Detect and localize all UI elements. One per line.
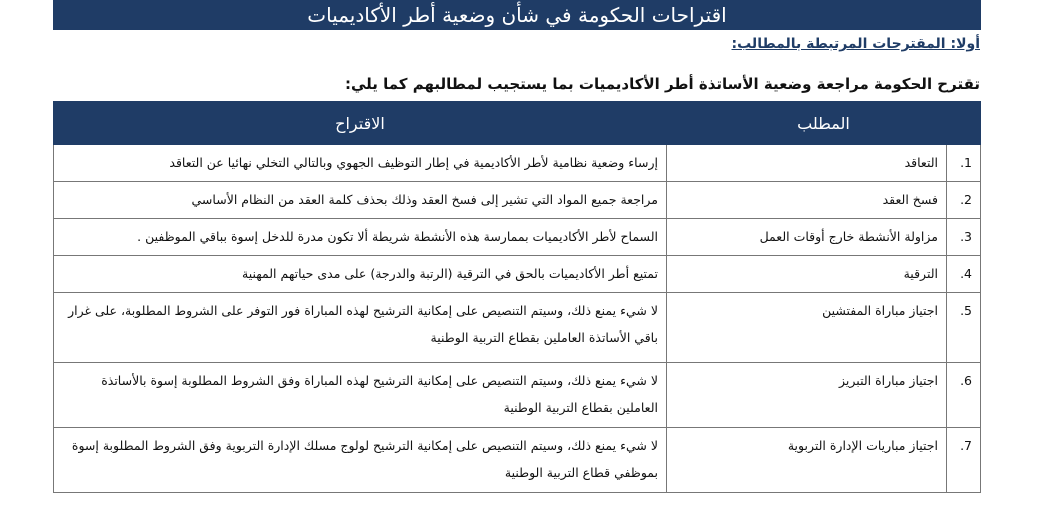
table-row — [54, 293, 981, 363]
row-proposal: لا شيء يمنع ذلك، وسيتم التنصيص على إمكانية الترشيح لهذه المباراة وفق الشروط المطلوبة إسوة بالأساتذة العاملين بقطاع التربية الوطنية — [54, 363, 667, 428]
row-demand: التعاقد — [666, 145, 946, 182]
table-row — [54, 428, 981, 493]
row-proposal: لا شيء يمنع ذلك، وسيتم التنصيص على إمكانية الترشيح لهذه المباراة فور التوفر على الشروط المطلوبة، على غرار باقي الأساتذة العاملين بقطاع التربية الوطنية — [54, 293, 667, 363]
row-number: 2. — [947, 182, 981, 219]
table-row — [54, 182, 981, 219]
row-number: 4. — [947, 256, 981, 293]
row-demand: مزاولة الأنشطة خارج أوقات العمل — [666, 219, 946, 256]
row-demand: اجتياز مباراة المفتشين — [666, 293, 946, 363]
row-number: 6. — [947, 363, 981, 428]
intro-paragraph: تقترح الحكومة مراجعة وضعية الأساتذة أطر الأكاديميات بما يستجيب لمطالبهم كما يلي: — [344, 75, 980, 93]
row-number: 1. — [947, 145, 981, 182]
row-proposal: السماح لأطر الأكاديميات بممارسة هذه الأنشطة شريطة ألا تكون مدرة للدخل إسوة بباقي الموظفين . — [54, 219, 667, 256]
row-demand: الترقية — [666, 256, 946, 293]
row-proposal: مراجعة جميع المواد التي تشير إلى فسخ العقد وذلك بحذف كلمة العقد من النظام الأساسي — [54, 182, 667, 219]
proposals-table — [53, 101, 981, 493]
table-row — [54, 363, 981, 428]
document-banner — [53, 0, 981, 30]
row-number: 3. — [947, 219, 981, 256]
header-proposal: الاقتراح — [54, 102, 667, 145]
row-demand: اجتياز مباريات الإدارة التربوية — [666, 428, 946, 493]
row-demand: فسخ العقد — [666, 182, 946, 219]
row-number: 5. — [947, 293, 981, 363]
table-row — [54, 219, 981, 256]
row-number: 7. — [947, 428, 981, 493]
row-proposal: تمتيع أطر الأكاديميات بالحق في الترقية (الرتبة والدرجة) على مدى حياتهم المهنية — [54, 256, 667, 293]
row-proposal: لا شيء يمنع ذلك، وسيتم التنصيص على إمكانية الترشيح لولوج مسلك الإدارة التربوية وفق الشروط المطلوبة إسوة بموظفي قطاع التربية الوطنية — [54, 428, 667, 493]
banner-title: اقتراحات الحكومة في شأن وضعية أطر الأكاديميات — [307, 3, 727, 27]
row-proposal: إرساء وضعية نظامية لأطر الأكاديمية في إطار التوظيف الجهوي وبالتالي التخلي نهائيا عن التعاقد — [54, 145, 667, 182]
table-header-row — [54, 102, 981, 145]
section-heading: أولا: المقترحات المرتبطة بالمطالب: — [731, 36, 980, 52]
header-demand: المطلب — [666, 102, 980, 145]
table-row — [54, 145, 981, 182]
row-demand: اجتياز مباراة التبريز — [666, 363, 946, 428]
table-row — [54, 256, 981, 293]
